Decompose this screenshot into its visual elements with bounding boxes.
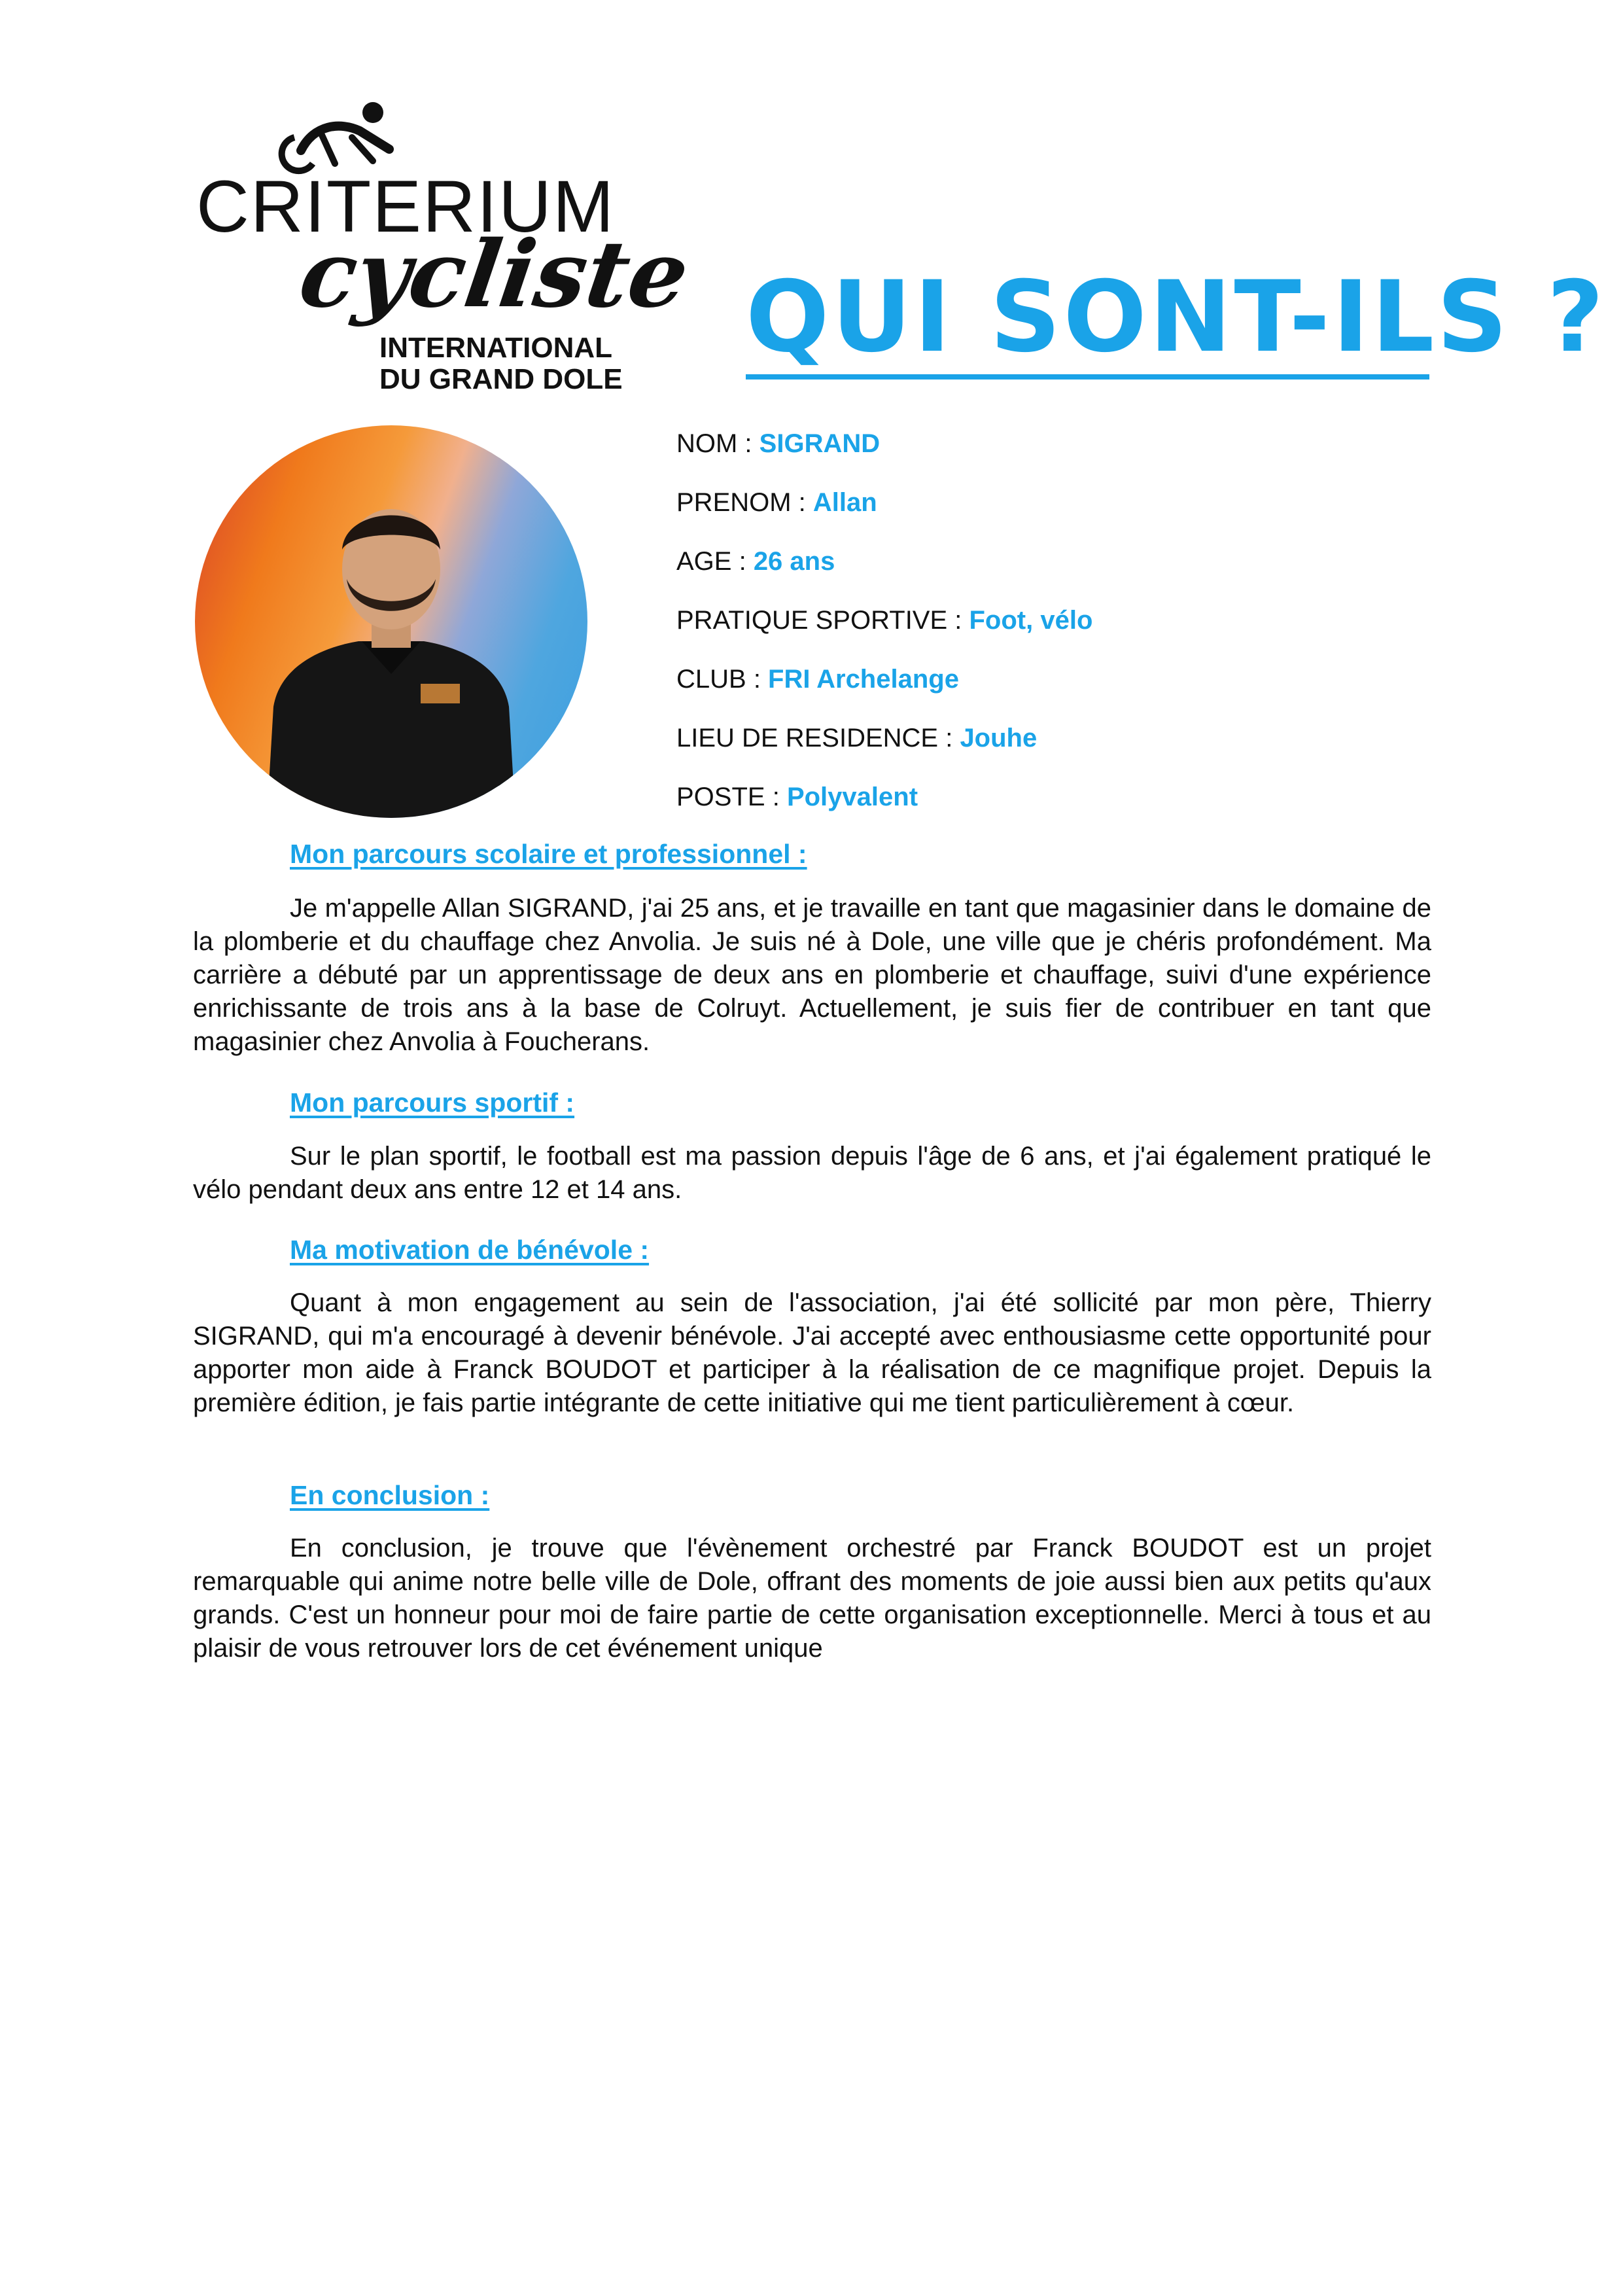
profile-nom: NOM : SIGRAND	[676, 429, 881, 458]
logo-word-criterium: CRITERIUM	[196, 166, 616, 247]
profile-club: CLUB : FRI Archelange	[676, 665, 959, 694]
section-text-motivation: Quant à mon engagement au sein de l'association, j'ai été sollicité par mon père, Thierry SIGRAND, qui m'a encouragé à devenir bénévole. J'ai accepté avec enthousiasme cette opportunité pour apporter mon aide à Franck BOUDOT et participer à la réalisation de ce magnifique projet. Depuis la première édition, je fais partie intégrante de cette initiative qui me tient particulièrement à cœur.	[193, 1288, 1431, 1417]
logo-word-cycliste: cycliste	[293, 221, 695, 328]
profile-prenom: PRENOM : Allan	[676, 488, 877, 517]
logo-line-grand-dole: DU GRAND DOLE	[379, 363, 623, 395]
portrait-photo	[195, 425, 587, 818]
section-text-parcours-scolaire: Je m'appelle Allan SIGRAND, j'ai 25 ans, et je travaille en tant que magasinier dans le domaine de la plomberie et du chauffage chez Anvolia. Je suis né à Dole, une ville que je chéris profondément. Ma carrière a débuté par un apprentissage de deux ans en plomberie et chauffage, suivi d'une expérience enrichissante de trois ans à la base de Colruyt. Actuellement, je suis fier de contribuer en tant que magasinier chez Anvolia à Foucherans.	[193, 894, 1431, 1056]
section-heading-motivation: Ma motivation de bénévole :	[290, 1235, 650, 1265]
section-text-parcours-sportif: Sur le plan sportif, le football est ma passion depuis l'âge de 6 ans, et j'ai également pratiqué le vélo pendant deux ans entre 12 et 14 ans.	[193, 1142, 1431, 1204]
section-heading-parcours-sportif: Mon parcours sportif :	[290, 1087, 575, 1118]
profile-poste: POSTE : Polyvalent	[676, 783, 918, 811]
section-text-conclusion: En conclusion, je trouve que l'évènement orchestré par Franck BOUDOT est un projet remarquable qui anime notre belle ville de Dole, offrant des moments de joie aussi bien aux petits qu'aux grands. C'est un honneur pour moi de faire partie de cette organisation exceptionnelle. Merci à tous et au plaisir de vous retrouver lors de cet événement unique	[193, 1534, 1431, 1663]
title-underline	[746, 374, 1429, 380]
profile-age: AGE : 26 ans	[676, 547, 835, 576]
section-heading-conclusion: En conclusion :	[290, 1480, 490, 1510]
criterium-logo	[196, 98, 695, 395]
page-title: QUI SONT-ILS ?	[746, 260, 1607, 374]
profile-sport: PRATIQUE SPORTIVE : Foot, vélo	[676, 606, 1093, 635]
cyclist-icon	[275, 98, 419, 177]
logo-line-international: INTERNATIONAL	[379, 332, 613, 364]
person-silhouette	[195, 425, 587, 818]
profile-residence: LIEU DE RESIDENCE : Jouhe	[676, 724, 1038, 752]
section-heading-parcours-scolaire: Mon parcours scolaire et professionnel :	[290, 839, 807, 869]
